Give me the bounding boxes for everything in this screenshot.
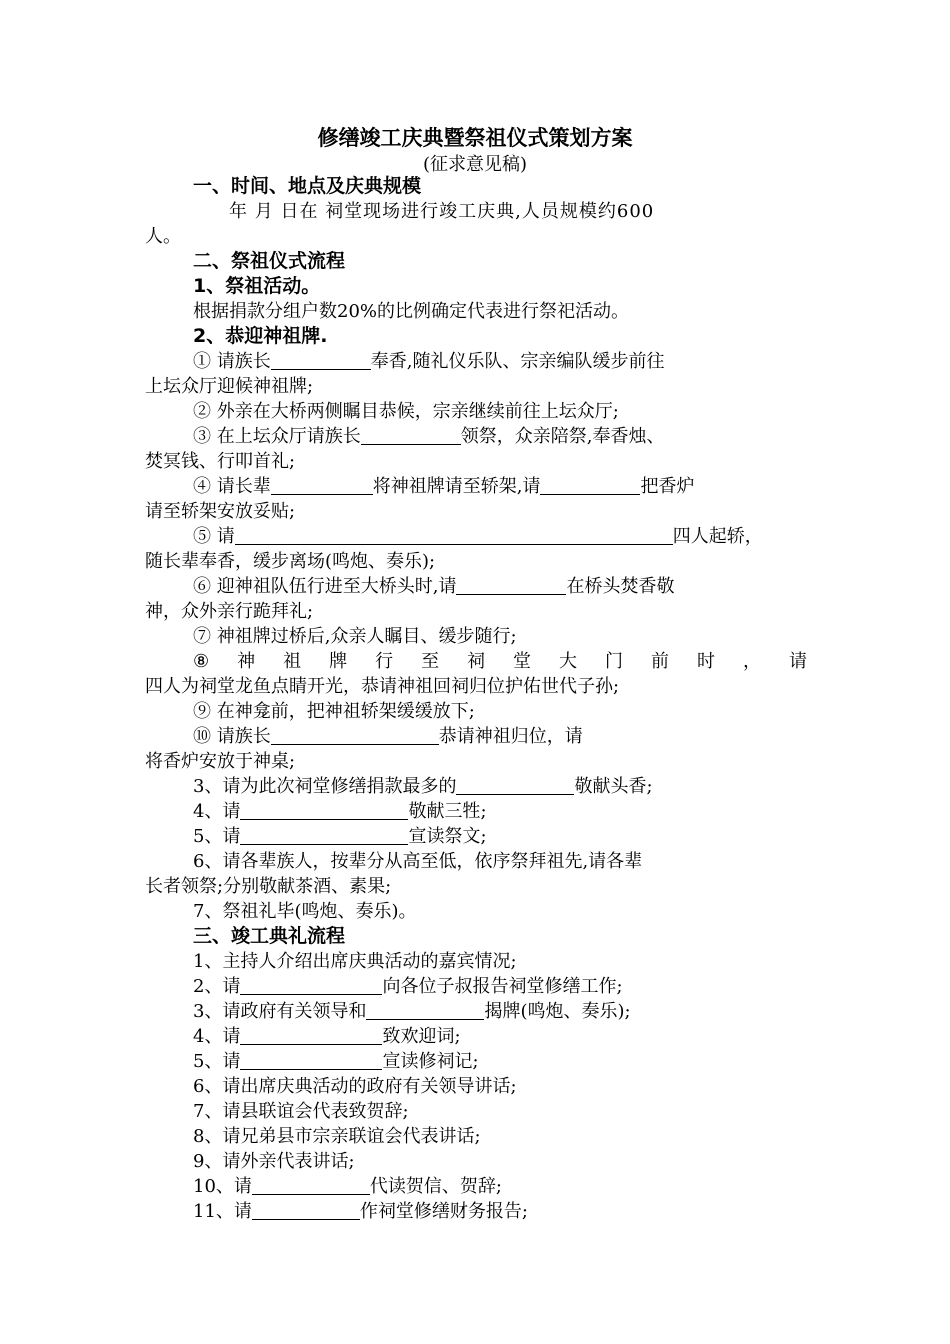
list-item (145, 799, 807, 824)
text-segment: 5、请 (193, 826, 241, 847)
section-heading-1: 一、时间、地点及庆典规模 (193, 175, 422, 197)
list-item-justified (145, 649, 807, 674)
fill-in-blank[interactable] (240, 826, 408, 845)
text-segment: 致欢迎词; (382, 1026, 461, 1047)
list-item (145, 824, 807, 849)
text-char: 神 (237, 651, 256, 672)
list-item (145, 999, 807, 1024)
list-item (145, 1174, 807, 1199)
text-segment: 4、请 (193, 1026, 241, 1047)
text-char: ， (742, 651, 761, 672)
text-char: 堂 (513, 651, 532, 672)
text-segment: 领祭，众亲陪祭,奉香烛、 (460, 426, 665, 447)
text-segment: ① 请族长 (193, 351, 271, 372)
list-item: 6、请各辈族人，按辈分从高至低，依序祭拜祖先,请各辈 (193, 851, 643, 872)
text-segment: 把香炉 (640, 476, 695, 497)
list-item (145, 424, 807, 449)
list-item: 7、祭祖礼毕(鸣炮、奏乐)。 (193, 901, 417, 922)
text-segment: 奉香,随礼仪乐队、宗亲编队缓步前往 (370, 351, 665, 372)
text-segment: 2、请 (193, 976, 241, 997)
text-segment: ⑥ 迎神祖队伍行进至大桥头时,请 (193, 576, 457, 597)
text-segment: 四人起轿， (672, 526, 763, 547)
fill-in-blank[interactable] (252, 1201, 360, 1220)
subheading: 1、祭祖活动。 (193, 275, 321, 297)
text-segment: 恭请神祖归位，请 (438, 726, 583, 747)
fill-in-blank[interactable] (240, 976, 382, 995)
section-heading-3: 三、竣工典礼流程 (193, 925, 346, 947)
paragraph-line: 上坛众厅迎候神祖牌; (145, 376, 314, 397)
list-item: 8、请兄弟县市宗亲联谊会代表讲话; (193, 1126, 481, 1147)
list-item (145, 774, 807, 799)
document-body (145, 174, 807, 1224)
list-item: 7、请县联谊会代表致贺辞; (193, 1101, 409, 1122)
text-char: 请 (788, 651, 807, 672)
paragraph-line: 根据捐款分组户数20%的比例确定代表进行祭祀活动。 (193, 301, 630, 322)
text-segment: 代读贺信、贺辞; (369, 1176, 502, 1197)
text-segment: 5、请 (193, 1051, 241, 1072)
paragraph-line: 神，众外亲行跪拜礼; (145, 601, 314, 622)
paragraph-line: 四人为祠堂龙鱼点睛开光，恭请神祖回祠归位护佑世代子孙; (145, 676, 620, 697)
text-segment: 3、请政府有关领导和 (193, 1001, 367, 1022)
fill-in-blank[interactable] (271, 726, 439, 745)
paragraph-line: 长者领祭;分别敬献茶酒、素果; (145, 876, 392, 897)
list-item (145, 524, 807, 549)
paragraph-line: 焚冥钱、行叩首礼; (145, 451, 296, 472)
fill-in-blank[interactable] (235, 526, 673, 545)
list-item (145, 724, 807, 749)
list-item: 1、主持人介绍出席庆典活动的嘉宾情况; (193, 951, 517, 972)
fill-in-blank[interactable] (361, 426, 461, 445)
fill-in-blank[interactable] (540, 476, 640, 495)
text-segment: 宣读祭文; (408, 826, 487, 847)
text-char: 门 (605, 651, 623, 672)
fill-in-blank[interactable] (456, 776, 574, 795)
subheading: 2、恭迎神祖牌. (193, 325, 328, 347)
list-item (145, 474, 807, 499)
paragraph-line: 请至轿架安放妥贴; (145, 501, 296, 522)
fill-in-blank[interactable] (271, 476, 373, 495)
section-heading-2: 二、祭祖仪式流程 (193, 250, 346, 272)
list-item: ② 外亲在大桥两侧瞩目恭候，宗亲继续前往上坛众厅; (193, 401, 619, 422)
document-subtitle: (征求意见稿) (422, 154, 528, 175)
text-segment: ⑤ 请 (193, 526, 235, 547)
fill-in-blank[interactable] (252, 1176, 370, 1195)
list-item (145, 1049, 807, 1074)
list-item (145, 349, 807, 374)
text-segment: 敬献头香; (574, 776, 653, 797)
list-item (145, 1199, 807, 1224)
text-segment: 将神祖牌请至轿架,请 (372, 476, 541, 497)
text-char: 前 (650, 651, 669, 672)
paragraph-line: 随长辈奉香，缓步离场(鸣炮、奏乐); (145, 551, 436, 572)
text-segment: 10、请 (193, 1176, 252, 1197)
list-item (145, 974, 807, 999)
paragraph-line: 将香炉安放于神桌; (145, 751, 296, 772)
text-segment: 向各位子叔报告祠堂修缮工作; (382, 976, 623, 997)
fill-in-blank[interactable] (366, 1001, 484, 1020)
list-item: ⑦ 神祖牌过桥后,众亲人瞩目、缓步随行; (193, 626, 517, 647)
text-segment: 11、请 (193, 1201, 252, 1222)
text-char: 牌 (329, 651, 348, 672)
text-char: 祠 (467, 651, 486, 672)
list-item (145, 574, 807, 599)
paragraph-line: 年 月 日在 祠堂现场进行竣工庆典,人员规模约600 (229, 201, 655, 222)
fill-in-blank[interactable] (240, 1026, 382, 1045)
text-segment: 宣读修祠记; (382, 1051, 479, 1072)
text-segment: ⑩ 请族长 (193, 726, 271, 747)
fill-in-blank[interactable] (240, 1051, 382, 1070)
text-segment: 在桥头焚香敬 (566, 576, 675, 597)
text-segment: 4、请 (193, 801, 241, 822)
text-char: 祖 (283, 651, 302, 672)
document-title: 修缮竣工庆典暨祭祖仪式策划方案 (317, 126, 633, 150)
fill-in-blank[interactable] (240, 801, 408, 820)
text-char: 大 (559, 651, 578, 672)
text-char: 至 (421, 651, 440, 672)
fill-in-blank[interactable] (456, 576, 566, 595)
text-char: 行 (375, 651, 394, 672)
fill-in-blank[interactable] (271, 351, 371, 370)
text-segment: 敬献三牲; (408, 801, 487, 822)
list-item: 9、请外亲代表讲话; (193, 1151, 355, 1172)
text-char: 时 (696, 651, 715, 672)
list-item: ⑨ 在神龛前，把神祖轿架缓缓放下; (193, 701, 475, 722)
list-item: 6、请出席庆典活动的政府有关领导讲话; (193, 1076, 517, 1097)
text-segment: 揭牌(鸣炮、奏乐); (484, 1001, 631, 1022)
text-segment: ④ 请长辈 (193, 476, 271, 497)
text-segment: ③ 在上坛众厅请族长 (193, 426, 361, 447)
list-item (145, 1024, 807, 1049)
text-segment: 作祠堂修缮财务报告; (359, 1201, 528, 1222)
text-segment: 3、请为此次祠堂修缮捐款最多的 (193, 776, 457, 797)
text-char: ⑧ (193, 651, 210, 672)
paragraph-line: 人。 (145, 226, 181, 247)
